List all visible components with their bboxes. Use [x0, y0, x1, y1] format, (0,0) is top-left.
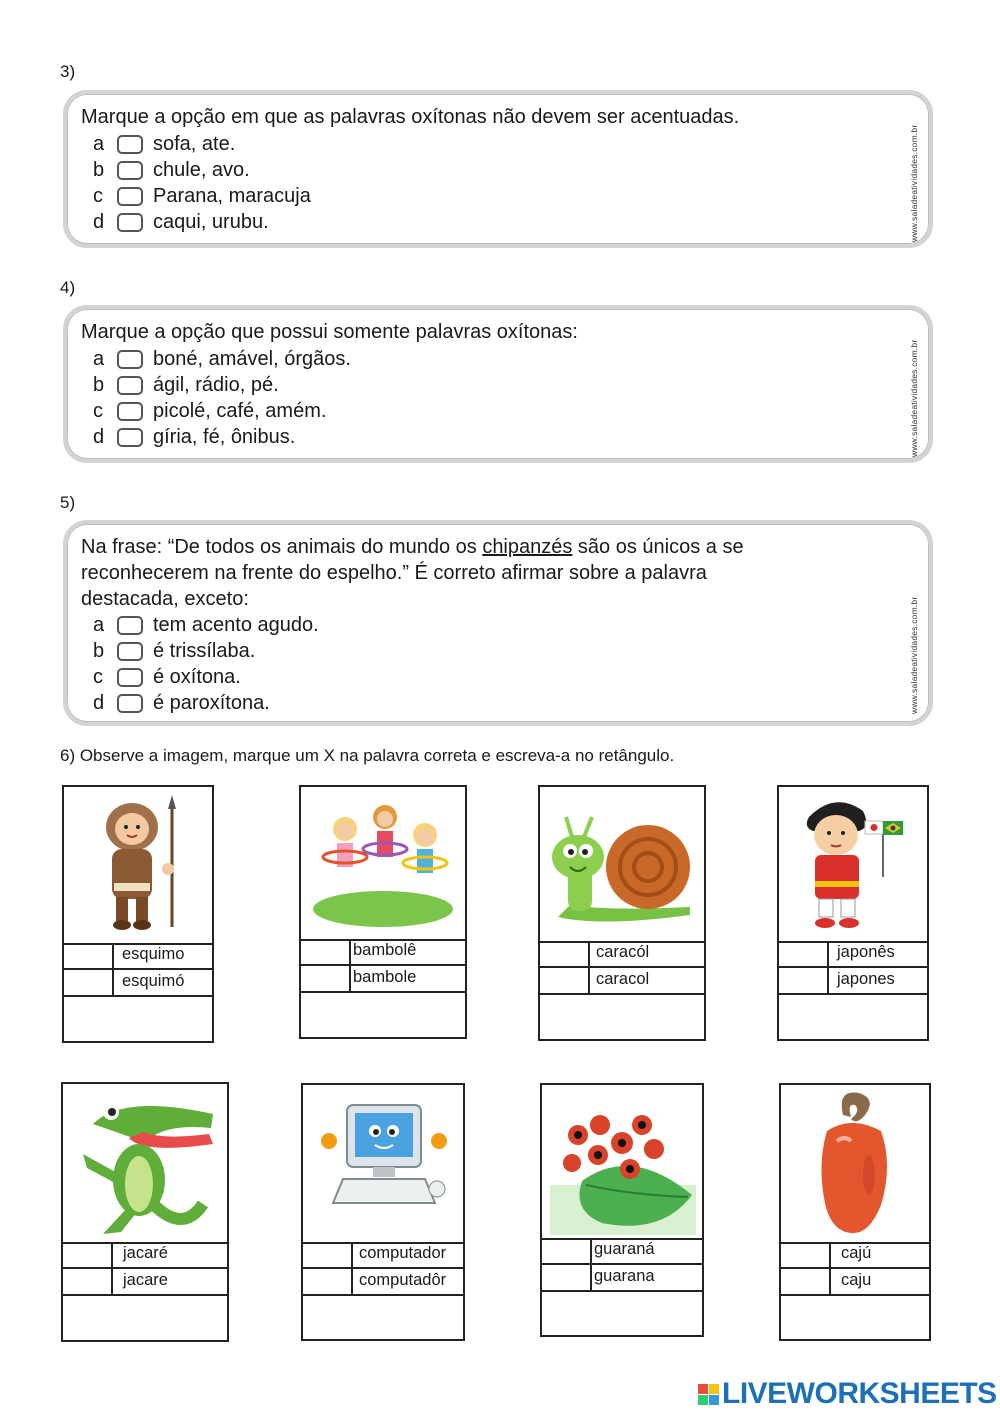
word-row [303, 1269, 463, 1296]
question-5-prompt [81, 534, 744, 560]
word-option: esquimó [122, 972, 185, 990]
q5-checkbox-c[interactable] [117, 668, 143, 687]
word-row [781, 1242, 929, 1269]
word-option: jacare [123, 1271, 168, 1289]
q3-option-a [93, 131, 235, 157]
mark-box[interactable] [540, 941, 590, 966]
q4-checkbox-a[interactable] [117, 350, 143, 369]
word-option: caracol [596, 970, 650, 988]
word-row [63, 1269, 227, 1296]
question-5-number: 5) [60, 493, 76, 512]
question-6-title: 6) Observe a imagem, marque um X na palavra correta e escreva-a no retângulo. [60, 746, 675, 765]
answer-box[interactable] [301, 993, 465, 1037]
mark-box[interactable] [64, 970, 114, 995]
mark-box[interactable] [781, 1242, 831, 1267]
word-row [301, 966, 465, 993]
mark-box[interactable] [303, 1242, 353, 1267]
word-option: caracól [596, 943, 650, 961]
word-row [64, 943, 212, 970]
girls-hula-hoop-icon [301, 787, 465, 937]
q4-checkbox-d[interactable] [117, 428, 143, 447]
word-option: guaraná [594, 1240, 655, 1258]
cashew-fruit-icon [781, 1085, 929, 1240]
word-row [540, 968, 704, 995]
q5-option-c [93, 664, 241, 690]
word-row [540, 941, 704, 968]
answer-box[interactable] [303, 1296, 463, 1339]
option-letter: b [93, 373, 105, 396]
word-option: computadôr [359, 1271, 447, 1289]
q5-checkbox-d[interactable] [117, 694, 143, 713]
word-option: cajú [841, 1244, 872, 1262]
q3-checkbox-d[interactable] [117, 213, 143, 232]
answer-box[interactable] [542, 1292, 702, 1335]
answer-box[interactable] [781, 1296, 929, 1339]
mark-box[interactable] [779, 941, 829, 966]
question-4-number: 4) [60, 278, 76, 297]
option-text: gíria, fé, ônibus. [153, 425, 296, 448]
mark-box[interactable] [542, 1265, 592, 1290]
option-letter: c [93, 399, 103, 422]
option-text: caqui, urubu. [153, 210, 269, 233]
q3-checkbox-a[interactable] [117, 135, 143, 154]
word-option: computador [359, 1244, 447, 1262]
eskimo-boy-icon [64, 787, 212, 941]
option-letter: d [93, 691, 105, 714]
computer-image [303, 1085, 463, 1244]
answer-box[interactable] [63, 1296, 227, 1340]
word-option: caju [841, 1271, 872, 1289]
guarana-fruit-image [542, 1085, 702, 1240]
word-row [64, 970, 212, 997]
mark-box[interactable] [781, 1269, 831, 1294]
word-card-eskimo [62, 785, 214, 1043]
japanese-boy-flags-image [779, 787, 927, 943]
answer-box[interactable] [540, 995, 704, 1039]
option-letter: a [93, 347, 105, 370]
q3-checkbox-c[interactable] [117, 187, 143, 206]
q3-checkbox-b[interactable] [117, 161, 143, 180]
option-letter: c [93, 665, 103, 688]
word-option: bambole [353, 968, 417, 986]
q5-option-a [93, 612, 319, 638]
prompt-text: são os únicos a se [572, 536, 744, 558]
word-option: bambolê [353, 941, 417, 959]
option-text: sofa, ate. [153, 132, 236, 155]
word-row [303, 1242, 463, 1269]
word-option: japonês [837, 943, 895, 961]
snail-icon [540, 787, 704, 939]
option-text: tem acento agudo. [153, 613, 319, 636]
question-3-prompt: Marque a opção em que as palavras oxítonas não devem ser acentuadas. [81, 106, 740, 128]
alligator-image [63, 1084, 227, 1244]
watermark: www.saladeatividades.com.br [909, 124, 919, 242]
q4-checkbox-b[interactable] [117, 376, 143, 395]
word-card-caracol [538, 785, 706, 1041]
question-5-box [63, 520, 933, 726]
option-text: ágil, rádio, pé. [153, 373, 279, 396]
mark-box[interactable] [542, 1238, 592, 1263]
q4-option-b [93, 372, 279, 398]
watermark: www.saladeatividades.com.br [909, 596, 919, 714]
q3-option-d [93, 209, 269, 235]
word-card-computador [301, 1083, 465, 1341]
question-4-prompt: Marque a opção que possui somente palavras oxítonas: [81, 321, 578, 343]
word-card-japones [777, 785, 929, 1041]
q5-option-b [93, 638, 255, 664]
option-text: é paroxítona. [153, 691, 270, 714]
word-option: esquimo [122, 945, 185, 963]
option-text: boné, amável, órgãos. [153, 347, 351, 370]
snail-image [540, 787, 704, 943]
option-letter: b [93, 639, 105, 662]
liveworksheets-logo-icon [698, 1384, 719, 1405]
answer-box[interactable] [779, 995, 927, 1039]
guarana-fruit-icon [542, 1085, 702, 1236]
option-letter: c [93, 184, 103, 207]
q5-checkbox-b[interactable] [117, 642, 143, 661]
question-5-prompt-line3: destacada, exceto: [81, 588, 249, 610]
q5-checkbox-a[interactable] [117, 616, 143, 635]
q5-option-d [93, 690, 270, 716]
alligator-icon [63, 1084, 227, 1240]
word-card-caju [779, 1083, 931, 1341]
liveworksheets-logo [698, 1377, 997, 1411]
cashew-fruit-image [781, 1085, 929, 1244]
option-text: chule, avo. [153, 158, 250, 181]
word-row [779, 941, 927, 968]
prompt-text: Na frase: “De todos os animais do mundo os [81, 536, 483, 558]
mark-box[interactable] [64, 943, 114, 968]
option-text: é trissílaba. [153, 639, 256, 662]
word-card-guarana [540, 1083, 704, 1337]
word-option: japones [837, 970, 895, 988]
question-3-box [63, 90, 933, 248]
word-option: guarana [594, 1267, 655, 1285]
japanese-boy-flags-icon [779, 787, 927, 939]
answer-box[interactable] [64, 997, 212, 1041]
q4-option-d [93, 424, 295, 450]
word-row [301, 939, 465, 966]
q3-option-b [93, 157, 250, 183]
eskimo-boy-image [64, 787, 212, 945]
q3-option-c [93, 183, 311, 209]
highlighted-word: chipanzés [482, 536, 573, 558]
word-row [542, 1238, 702, 1265]
option-letter: b [93, 158, 105, 181]
logo-text: LIVEWORKSHEETS [722, 1377, 997, 1410]
watermark: www.saladeatividades.com.br [909, 339, 919, 457]
mark-box[interactable] [779, 968, 829, 993]
mark-box[interactable] [63, 1242, 113, 1267]
option-letter: a [93, 613, 105, 636]
option-text: é oxítona. [153, 665, 241, 688]
q4-option-a [93, 346, 351, 372]
word-row [781, 1269, 929, 1296]
computer-icon [303, 1085, 463, 1240]
option-letter: d [93, 425, 105, 448]
question-5-prompt-line2: reconhecerem na frente do espelho.” É correto afirmar sobre a palavra [81, 562, 707, 584]
mark-box[interactable] [303, 1269, 353, 1294]
q4-option-c [93, 398, 326, 424]
option-text: Parana, maracuja [153, 184, 311, 207]
mark-box[interactable] [301, 939, 351, 964]
word-card-jacare [61, 1082, 229, 1342]
word-row [779, 968, 927, 995]
option-text: picolé, café, amém. [153, 399, 327, 422]
question-4-box [63, 305, 933, 463]
word-row [63, 1242, 227, 1269]
mark-box[interactable] [63, 1269, 113, 1294]
word-option: jacaré [123, 1244, 168, 1262]
word-row [542, 1265, 702, 1292]
option-letter: a [93, 132, 105, 155]
option-letter: d [93, 210, 105, 233]
mark-box[interactable] [540, 968, 590, 993]
mark-box[interactable] [301, 966, 351, 991]
girls-hula-hoop-image [301, 787, 465, 941]
question-3-number: 3) [60, 62, 76, 81]
word-card-bambole [299, 785, 467, 1039]
q4-checkbox-c[interactable] [117, 402, 143, 421]
